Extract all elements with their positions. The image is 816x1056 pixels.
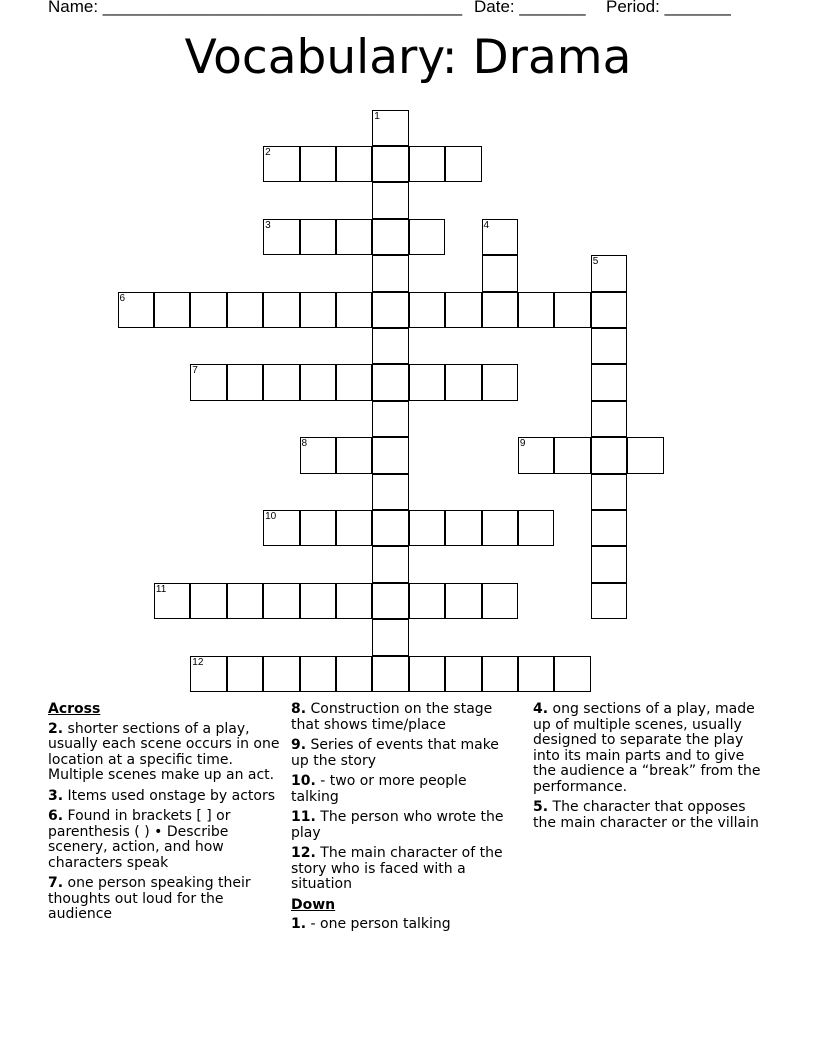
grid-cell[interactable] — [154, 292, 191, 329]
grid-cell[interactable] — [591, 292, 628, 329]
clue-number: 1 — [374, 110, 380, 122]
grid-cell[interactable] — [445, 146, 482, 183]
period-field: Period: _______ — [606, 0, 731, 16]
clue-across-9: 9. Series of events that make up the story — [291, 737, 499, 769]
grid-cell[interactable] — [482, 292, 519, 329]
grid-cell[interactable] — [591, 437, 628, 474]
clue-across-12: 12. The main character of the story who is faced with a situation — [291, 845, 503, 892]
clue-across-3: 3. Items used onstage by actors — [48, 787, 276, 804]
clue-across-8: 8. Construction on the stage that shows time/place — [291, 701, 493, 733]
grid-cell[interactable] — [336, 583, 373, 620]
grid-cell[interactable] — [482, 510, 519, 547]
grid-cell[interactable] — [336, 219, 373, 256]
name-field: Name: ______________________________________ — [48, 0, 463, 16]
grid-cell[interactable] — [518, 292, 555, 329]
grid-cell[interactable] — [300, 583, 337, 620]
grid-cell[interactable] — [300, 219, 337, 256]
grid-cell[interactable] — [227, 656, 264, 693]
clue-number: 3 — [265, 219, 271, 231]
clues-column-3 — [533, 702, 768, 836]
grid-cell[interactable] — [372, 437, 409, 474]
grid-cell[interactable] — [591, 546, 628, 583]
grid-cell[interactable] — [445, 656, 482, 693]
grid-cell[interactable] — [263, 219, 300, 256]
grid-cell[interactable] — [372, 219, 409, 256]
grid-cell[interactable] — [627, 437, 664, 474]
grid-cell[interactable] — [336, 510, 373, 547]
grid-cell[interactable] — [263, 292, 300, 329]
grid-cell[interactable] — [118, 292, 155, 329]
grid-cell[interactable] — [372, 364, 409, 401]
grid-cell[interactable] — [591, 328, 628, 365]
grid-cell[interactable] — [372, 401, 409, 438]
grid-cell[interactable] — [372, 510, 409, 547]
grid-cell[interactable] — [409, 364, 446, 401]
grid-cell[interactable] — [482, 583, 519, 620]
clues-column-2 — [291, 702, 516, 938]
clue-down-5: 5. The character that opposes the main character or the villain — [533, 799, 759, 831]
grid-cell[interactable] — [227, 364, 264, 401]
clue-across-10: 10. - two or more people talking — [291, 773, 467, 805]
grid-cell[interactable] — [154, 583, 191, 620]
grid-cell[interactable] — [190, 583, 227, 620]
down-heading: Down — [291, 896, 336, 913]
grid-cell[interactable] — [372, 146, 409, 183]
grid-cell[interactable] — [409, 510, 446, 547]
grid-cell[interactable] — [300, 364, 337, 401]
grid-cell[interactable] — [554, 656, 591, 693]
grid-cell[interactable] — [372, 656, 409, 693]
clue-across-11: 11. The person who wrote the play — [291, 809, 504, 841]
grid-cell[interactable] — [372, 255, 409, 292]
grid-cell[interactable] — [300, 656, 337, 693]
grid-cell[interactable] — [518, 437, 555, 474]
grid-cell[interactable] — [409, 219, 446, 256]
clue-number: 4 — [483, 219, 490, 231]
grid-cell[interactable] — [518, 510, 555, 547]
grid-cell[interactable] — [300, 510, 337, 547]
clue-down-1: 1. - one person talking — [291, 916, 451, 932]
grid-cell[interactable] — [227, 292, 264, 329]
clue-number: 11 — [155, 583, 167, 595]
grid-cell[interactable] — [409, 656, 446, 693]
grid-cell[interactable] — [190, 656, 227, 693]
clue-number: 7 — [192, 365, 198, 377]
grid-cell[interactable] — [336, 364, 373, 401]
grid-cell[interactable] — [300, 437, 337, 474]
grid-cell[interactable] — [336, 146, 373, 183]
grid-cell[interactable] — [445, 364, 482, 401]
grid-cell[interactable] — [263, 146, 300, 183]
clue-number: 5 — [592, 256, 599, 268]
grid-cell[interactable] — [482, 255, 519, 292]
grid-cell[interactable] — [482, 364, 519, 401]
across-heading: Across — [48, 701, 101, 717]
grid-cell[interactable] — [554, 292, 591, 329]
grid-cell[interactable] — [518, 656, 555, 693]
grid-cell[interactable] — [482, 219, 519, 256]
grid-cell[interactable] — [591, 401, 628, 438]
grid-cell[interactable] — [190, 364, 227, 401]
grid-cell[interactable] — [336, 656, 373, 693]
clue-number: 12 — [192, 656, 204, 668]
grid-cell[interactable] — [409, 292, 446, 329]
grid-cell[interactable] — [409, 583, 446, 620]
clue-number: 9 — [519, 438, 526, 450]
grid-cell[interactable] — [227, 583, 264, 620]
clue-number: 10 — [265, 510, 277, 522]
grid-cell[interactable] — [263, 583, 300, 620]
grid-cell[interactable] — [372, 182, 409, 219]
grid-cell[interactable] — [372, 328, 409, 365]
grid-cell[interactable] — [336, 292, 373, 329]
clue-number: 6 — [119, 292, 126, 304]
grid-cell[interactable] — [372, 474, 409, 511]
grid-cell[interactable] — [300, 292, 337, 329]
grid-cell[interactable] — [591, 583, 628, 620]
clue-across-2: 2. shorter sections of a play, usually each scene occurs in one location at a specific time. Multiple scenes make up an act. — [48, 720, 280, 783]
clue-number: 2 — [265, 146, 271, 158]
grid-cell[interactable] — [336, 437, 373, 474]
grid-cell[interactable] — [591, 255, 628, 292]
grid-cell[interactable] — [372, 619, 409, 656]
grid-cell[interactable] — [445, 292, 482, 329]
grid-cell[interactable] — [263, 510, 300, 547]
page-title: Vocabulary: Drama — [184, 30, 632, 85]
date-field: Date: _______ — [474, 0, 586, 16]
grid-cell[interactable] — [190, 292, 227, 329]
grid-cell[interactable] — [372, 110, 409, 147]
grid-cell[interactable] — [591, 510, 628, 547]
grid-cell[interactable] — [591, 474, 628, 511]
grid-cell[interactable] — [409, 146, 446, 183]
grid-cell[interactable] — [300, 146, 337, 183]
clues-column-1 — [48, 702, 283, 928]
clue-across-7: 7. one person speaking their thoughts out loud for the audience — [48, 875, 251, 922]
clue-across-6: 6. Found in brackets [ ] or parenthesis ( ) • Describe scenery, action, and how characters speak — [48, 808, 231, 871]
grid-cell[interactable] — [591, 364, 628, 401]
grid-cell[interactable] — [372, 583, 409, 620]
grid-cell[interactable] — [554, 437, 591, 474]
clue-number: 8 — [301, 438, 308, 450]
grid-cell[interactable] — [372, 292, 409, 329]
grid-cell[interactable] — [445, 583, 482, 620]
clue-down-4: 4. ong sections of a play, made up of multiple scenes, usually designed to separate the play into its main parts and to give the audience a “break” from the performance. — [533, 701, 761, 795]
grid-cell[interactable] — [482, 656, 519, 693]
grid-cell[interactable] — [263, 656, 300, 693]
grid-cell[interactable] — [445, 510, 482, 547]
grid-cell[interactable] — [372, 546, 409, 583]
grid-cell[interactable] — [263, 364, 300, 401]
